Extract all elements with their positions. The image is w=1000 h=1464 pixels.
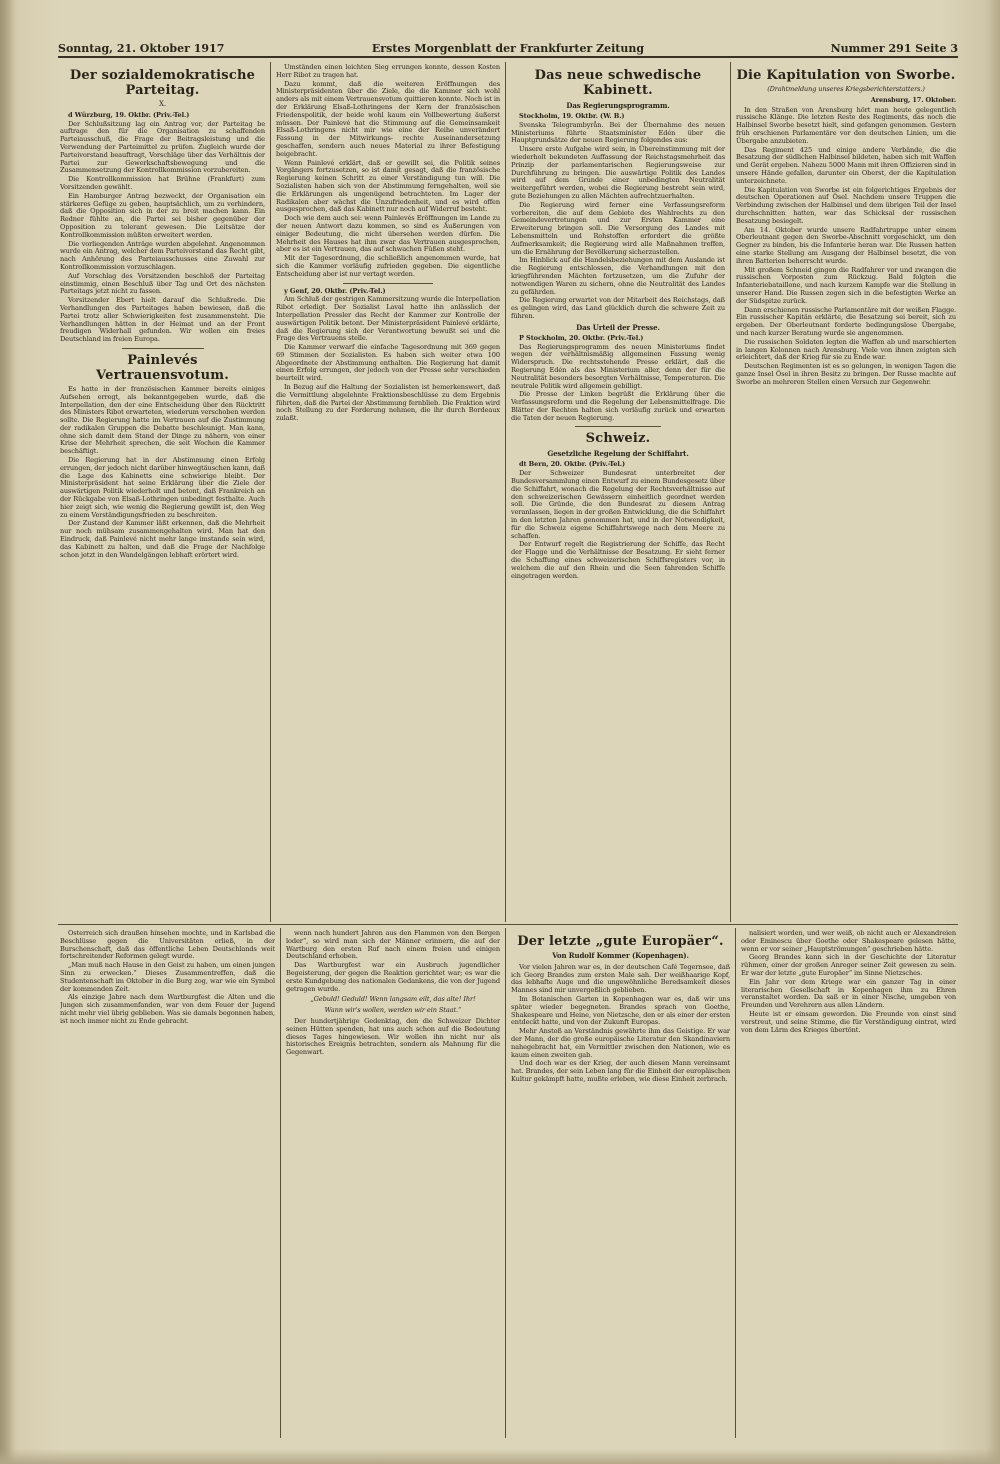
paragraph: Die Regierung wird ferner eine Verfassungsreform vorbereiten, die auf dem Gebiete des Wahlrechts zu den Gemeindevertretungen und zur Ersten Kammer eine Erweiterung bringen soll. Die Versorgung des Landes mit Lebensmitteln und Rohstoffen erfordert die größte Aufmerksamkeit; die Regierung wird alle Maßnahmen treffen, um die Ernährung der Bevölkerung sicherzustellen. xyxy=(511,200,725,256)
part-number: X. xyxy=(158,100,166,108)
dateline: Arensburg, 17. Oktober. xyxy=(870,95,956,104)
dateline: d Würzburg, 19. Oktbr. (Priv.-Tel.) xyxy=(68,110,190,119)
paragraph: Heute ist er einsam geworden. Die Freunde von einst sind verstreut, und seine Stimme, die für Verständigung eintrat, wird von dem Lärm des Krieges übertönt. xyxy=(741,1009,956,1034)
paragraph: In Bezug auf die Haltung der Sozialisten ist bemerkenswert, daß die Vermittlung abgelehnte Fraktionsbeschlüsse zu dem Ergebnis führten, daß die Partei der Abstimmung fernblieb. Die Fraktion wird noch Stellung zu der Forderung nehmen, die ihr durch Bordeaux zulaßt. xyxy=(276,383,500,423)
dateline: dt Bern, 20. Oktbr. (Priv.-Tel.) xyxy=(519,460,626,469)
paragraph: Und doch war es der Krieg, der auch diesen Mann vereinsamt hat. Brandes, der sein Leben lang für die Einheit der europäischen Kultur gekämpft hatte, mußte erleben, wie diese Einheit zerbrach. xyxy=(511,1059,730,1083)
paragraph: Ein Hamburger Antrag bezweckt, der Organisation ein stärkeres Gefüge zu geben, hauptsächlich, um zu verhindern, daß die Opposition sich in der zu breit machen kann. Ein Redner fühlte an, die Partei sei bisher gegenüber der Opposition zu tolerant gewesen. Die Leitsätze der Kontrollkommission müßten erweitert werden. xyxy=(60,191,265,239)
paragraph: Der hundertjährige Gedenktag, den die Schweizer Dichter seinen Hütten spenden, hat uns auch schon auf die Bedeutung dieses Tages hingewiesen. Wir wollen ihn nicht nur als historisches Ereignis betrachten, sondern als Mahnung für die Gegenwart. xyxy=(286,1016,500,1057)
paragraph: Der Zustand der Kammer läßt erkennen, daß die Mehrheit nur noch mühsam zusammengehalten wird. Man hat den Eindruck, daß Painlevé nicht mehr lange imstande sein wird, das Kabinett zu halten, und daß die Frage der Nachfolge schon jetzt in den Wandelgängen lebhaft erörtert wird. xyxy=(60,519,265,559)
verse-line: „Gebuld! Geduld! Wenn langsam eilt, das alte! Ihr! xyxy=(310,995,476,1004)
masthead-issue: Nummer 291 Seite 3 xyxy=(830,42,958,55)
headline: Der sozialdemokratische Parteitag. xyxy=(69,68,256,98)
paragraph: Die Presse der Linken begrüßt die Erklärung über die Verfassungsreform und die Regelung der Lebensmittelfrage. Die Blätter der Rechten halten sich vorläufig zurück und erwarten die Taten der neuen Regierung. xyxy=(511,390,725,422)
paragraph: Svenska Telegrambyrån. Bei der Übernahme des neuen Ministeriums führte Staatsminister Edén über die Hauptgrundsätze der neuen Regierung folgendes aus: xyxy=(511,120,725,145)
paragraph: „Man muß nach Hause in den Geist zu haben, um einen jungen Sinn zu erwecken.“ Dieses Zusammentreffen, daß die Studentenschaft im Oktober in die Burg zog, war wie ein Symbol der kommenden Zeit. xyxy=(60,961,275,993)
subheadline: Gesetzliche Regelung der Schiffahrt. xyxy=(547,449,689,459)
paragraph: Dazu kommt, daß die weiteren Eröffnungen des Ministerpräsidenten über die Ziele, die die Kammer sich wohl anders als mit einem Vertrauensvotum quittieren konnte. Noch ist in der Erklärung Elsaß-Lothringens der Kern der französischen Friedenspolitik, der beide wohl kaum ein Vollbewertung äußerst müssen. Der Painlevé hat die Stimmung auf die Gemeinsamkeit Elsaß-Lothringens nicht mir wie eine der Reihe unverändert Fassung in der Mitwirkungs- rechte Auseinandersetzung geschaffen, sondern auch neues Material zu ihrer Befestigung beigebracht. xyxy=(276,79,500,158)
paragraph: Die Kammer verwarf die einfache Tagesordnung mit 369 gegen 69 Stimmen der Sozialisten. Es haben sich weiter etwa 100 Abgeordnete der Abstimmung enthalten. Die Regierung hat damit einen Erfolg errungen, der jedoch von der Presse sehr verschieden beurteilt wird. xyxy=(276,343,500,383)
dateline: y Genf, 20. Oktbr. (Priv.-Tel.) xyxy=(284,286,386,295)
feuilleton-brandes-continued xyxy=(741,930,956,1435)
paragraph: Auf Vorschlag des Vorsitzenden beschloß der Parteitag einstimmig, einen Beschluß über Tag und Ort des nächsten Parteitags jetzt nicht zu fassen. xyxy=(60,271,265,296)
paragraph: nalisiert worden, und wer weiß, ob nicht auch er Alexandreien oder Eminescu über Goethe oder Shakespeare gelesen hätte, wenn er vor seiner „Hauptströmungen“ geschrieben hätte. xyxy=(741,930,956,953)
paragraph: Mehr Anstoß an Verständnis gewährte ihm das Geistige. Er war der Mann, der die große europäische Literatur den Skandinaviern nahegebracht hat, ein Vermittler zwischen den Nationen, wie es kaum einen zweiten gab. xyxy=(511,1027,730,1059)
paragraph: Die vorliegenden Anträge wurden abgelehnt. Angenommen wurde ein Antrag, welcher dem Parteivorstand das Recht gibt, nach Anhörung des Parteiausschusses eine Zuwahl zur Kontrollkommission vorzuschlagen. xyxy=(60,239,265,271)
column-rule xyxy=(505,62,506,922)
paragraph: Mit großem Schneid gingen die Radfahrer vor und zwangen die russischen Vorposten zum Rückzug. Bald folgten die Infanteriebataillone, und nach kurzem Kampfe war die Stellung in unserer Hand. Die Russen zogen sich in die befestigten Werke an der Südspitze zurück. xyxy=(736,265,956,305)
source-note: (Drahtmeldung unseres Kriegsberichterstatters.) xyxy=(767,85,925,93)
verse-line: Wann wir's wollen, werden wir ein Staat.“ xyxy=(324,1006,462,1015)
paragraph: Ein Jahr vor dem Kriege war ein ganzer Tag in einer literarischen Gesellschaft in Kopenhagen ihm zu Ehren veranstaltet worden. Da saß er in einer Nische, umgeben von Freunden und Verehrern aus allen Ländern. xyxy=(741,977,956,1010)
masthead-date: Sonntag, 21. Oktober 1917 xyxy=(58,42,225,55)
dateline: Stockholm, 19. Oktbr. (W. B.) xyxy=(519,112,625,120)
paragraph: Es hatte in der französischen Kammer bereits einiges Aufsehen erregt, als bekanntgegeben wurde, daß die Interpellation, den der eine Entscheidung über den Rücktritt des Ministers Ribot erwarteten, wiederum verschoben werden sollte. Die Regierung hatte im Vertrauen auf die Zustimmung der radikalen Gruppen die Debatte beschleunigt. Man kann, ohne sich damit dem Stand der Dinge zu nähern, von einer Krise der Mehrheit sprechen, die seit Wochen die Kammer beschäftigt. xyxy=(60,384,265,456)
divider xyxy=(343,283,433,284)
column-rule xyxy=(505,928,506,1438)
masthead-title: Erstes Morgenblatt der Frankfurter Zeitung xyxy=(371,42,645,55)
paragraph: In den Straßen von Arensburg hört man heute gelegentlich russische Klänge. Die letzten Reste des Regiments, das noch die Halbinsel Sworbe besetzt hielt, sind gefangen genommen. Gestern früh erschienen Parlamentäre vor den deutschen Linien, um die Übergabe anzubieten. xyxy=(736,105,956,145)
subheadline: Das Urteil der Presse. xyxy=(576,322,660,332)
paragraph: Die Regierung erwartet von der Mitarbeit des Reichstags, daß es gelingen wird, das Land glücklich durch die schwere Zeit zu führen. xyxy=(511,296,725,320)
subheadline: Das Regierungsprogramm. xyxy=(566,101,670,110)
binding-shadow xyxy=(0,0,14,1464)
paragraph: Die Kapitulation von Sworbe ist ein folgerichtiges Ergebnis der deutschen Operationen auf Ösel. Nachdem unsere Truppen die Verbindung zwischen der Halbinsel und dem übrigen Teil der Insel durchschnitten hatten, war das Schicksal der russischen Besatzung besiegelt. xyxy=(736,185,956,225)
paragraph: Georg Brandes kann sich in der Geschichte der Literatur rühmen, einer der großen Anreger seiner Zeit gewesen zu sein. Er war der letzte „gute Europäer“ im Sinne Nietzsches. xyxy=(741,953,956,977)
dateline: P Stockholm, 20. Oktbr. (Priv.-Tel.) xyxy=(519,333,644,342)
column-rule xyxy=(280,928,281,1438)
paragraph: Als einzige Jahre nach dem Wartburgfest die Alten und die Jungen sich zusammenfanden, war von dem Feuer der Jugend nicht mehr viel übrig geblieben. Was sie damals begonnen haben, ist noch immer nicht zu Ende gebracht. xyxy=(60,993,275,1025)
article-swedish-cabinet xyxy=(511,64,725,920)
paragraph: Im Hinblick auf die Handelsbeziehungen mit dem Auslande ist die Regierung entschlossen, die Verhandlungen mit den kriegführenden Mächten fortzusetzen, um die Zufuhr der notwendigen Waren zu sichern, ohne die Neutralität des Landes zu gefährden. xyxy=(511,256,725,296)
paragraph: Vorsitzender Ebert hielt darauf die Schlußrede. Die Verhandlungen des Parteitages haben bewiesen, daß die Partei trotz aller Schwierigkeiten fest zusammensteht. Die Verhandlungen hätten in der Heimat und an der Front freudigen Widerhall gefunden. Wir wollen ein freies Deutschland im freien Europa. xyxy=(60,296,265,344)
column-rule xyxy=(735,928,736,1438)
section-rule xyxy=(58,924,958,925)
paragraph: Das Regierungsprogramm des neuen Ministeriums findet wegen der verhältnismäßig allgemeinen Fassung wenig Widerspruch. Die rechtsstehende Presse erklärt, daß die Regierung Edén als das Ministerium aller, denn der für die Neutralität besonders besorgten Verhältnisse, Temperaturen. Die neutrale Politik wird allgemein gebilligt. xyxy=(511,342,725,390)
article-painleve-continued xyxy=(276,64,500,920)
headline: Painlevés Vertrauensvotum. xyxy=(96,352,229,383)
paragraph: Der Schweizer Bundesrat unterbreitet der Bundesversammlung einen Entwurf zu einem Bundesgesetz über die Schiffahrt, wonach die Regelung der Rechtsverhältnisse auf den schweizerischen Gewässern einheitlich geordnet werden soll. Die Gründe, die den Bundesrat zu diesem Antrag veranlassen, liegen in der großen Entwicklung, die die Schiffahrt in den letzten Jahren genommen hat, und in der Notwendigkeit, für die Schweiz eigene Schiffahrtswege nach dem Meere zu schaffen. xyxy=(511,469,725,540)
headline: Schweiz. xyxy=(585,431,651,447)
paragraph: Das Regiment 425 und einige andere Verbände, die die Besatzung der südlichen Halbinsel bildeten, haben sich mit Waffen und Gerät ergeben. Nahezu 5000 Mann mit ihren Offizieren sind in unsere Hände gefallen, darunter ein Oberst, der die Kapitulation unterzeichnete. xyxy=(736,145,956,185)
paragraph: Wenn Painlevé erklärt, daß er gewillt sei, die Politik seines Vorgängers fortzusetzen, so ist damit gesagt, daß die französische Regierung keinen Schritt zu einer Verständigung tun will. Die Sozialisten haben sich von der Abstimmung ferngehalten, weil sie die Erklärungen als ungenügend betrachteten. Im Lager der Radikalen aber wächst die Unzufriedenheit, und es wird offen ausgesprochen, daß das Kabinett nur noch auf Widerruf besteht. xyxy=(276,158,500,214)
paragraph: Die russischen Soldaten legten die Waffen ab und marschierten in langen Kolonnen nach Arensburg. Viele von ihnen zeigten sich erleichtert, daß der Krieg für sie zu Ende war. xyxy=(736,337,956,362)
paragraph: Im Botanischen Garten in Kopenhagen war es, daß wir uns später wieder begegneten. Brandes sprach von Goethe, Shakespeare und Heine, von Nietzsche, den er als einer der ersten entdeckt hatte, und von der Zukunft Europas. xyxy=(511,994,730,1027)
paragraph: Am 14. Oktober wurde unsere Radfahrtruppe unter einem Oberleutnant gegen den Sworbe-Abschnitt vorgeschickt, um den Gegner zu binden, bis die Infanterie heran war. Die Russen hatten eine starke Stellung am Ausgang der Halbinsel besetzt, die von ihren Batterien beherrscht wurde. xyxy=(736,225,956,265)
column-rule xyxy=(730,62,731,922)
page-edge-shadow xyxy=(0,1449,1000,1464)
paragraph: Dann erschienen russische Parlamentäre mit der weißen Flagge. Ein russischer Kapitän erklärte, die Besatzung sei bereit, sich zu ergeben. Der Oberleutnant forderte bedingungslose Übergabe, und nach kurzer Beratung wurde sie angenommen. xyxy=(736,305,956,337)
paragraph: Der Schlußsitzung lag ein Antrag vor, der Parteitag be auftrage den für die Organisation zu schaffenden Parteiausschuß, die Frage der Beitragsleistung und die Verwendung der Parteimittel zu prüfen. Zugleich wurde der Parteivorstand beauftragt, Vorschläge über das Verhältnis der Partei zur Gewerkschaftsbewegung und die Zusammensetzung der Kontrollkommission vorzubereiten. xyxy=(60,119,265,175)
divider xyxy=(575,426,661,427)
byline: Von Rudolf Kommer (Kopenhagen). xyxy=(552,951,689,960)
feuilleton-wartburg-part2 xyxy=(286,930,500,1435)
paragraph: Deutschen Regimenten ist es so gelungen, in wenigen Tagen die ganze Insel Ösel in ihren Besitz zu bringen. Der Russe machte auf Sworbe an mehreren Stellen einen Versuch zur Gegenwehr. xyxy=(736,362,956,386)
paragraph: Das Wartburgfest war ein Ausbruch jugendlicher Begeisterung, der gegen die Reaktion gerichtet war; es war die erste Kundgebung des nationalen Gedankens, die von der Jugend getragen wurde. xyxy=(286,961,500,993)
headline: Das neue schwedische Kabinett. xyxy=(534,68,702,98)
paragraph: Die Kontrollkommission hat Brühne (Frankfurt) zum Vorsitzenden gewählt. xyxy=(60,175,265,191)
paragraph: Die Regierung hat in der Abstimmung einen Erfolg errungen, der jedoch nicht darüber hinwegtäuschen kann, daß die Lage des Kabinetts eine schwierige bleibt. Der Ministerpräsident hat seine Erklärung über die Ziele der auswärtigen Politik wiederholt und betont, daß Frankreich an der Rückgabe von Elsaß-Lothringen unbedingt festhalte. Auch hier zeigt sich, wie wenig die Regierung gewillt ist, den Weg zu einem Verständigungsfrieden zu beschreiten. xyxy=(60,456,265,519)
article-sworbe-capitulation xyxy=(736,64,956,920)
feuilleton-brandes xyxy=(511,930,730,1435)
paragraph: Der Entwurf regelt die Registrierung der Schiffe, das Recht der Flagge und die Verhältnisse der Besatzung. Er sieht ferner die Schaffung eines schweizerischen Schiffsregisters vor, in welchem die auf den Rhein und die Seen fahrenden Schiffe eingetragen werden. xyxy=(511,540,725,580)
divider xyxy=(122,348,204,349)
headline: Der letzte „gute Europäer“. xyxy=(517,934,724,949)
headline: Die Kapitulation von Sworbe. xyxy=(736,68,956,83)
paragraph: wenn nach hundert Jahren aus den Flammen von den Bergen loder“, so wird man sich der Männer erinnern, die auf der Wartburg den ersten Ruf nach einem freien und einigen Deutschland erhoben. xyxy=(286,930,500,961)
paragraph: Unsere erste Aufgabe wird sein, in Übereinstimmung mit der wiederholt bekundeten Auffassung der Reichstagsmehrheit das Prinzip der parlamentarischen Regierungsweise zur Durchführung zu bringen. Die auswärtige Politik des Landes wird auf dem Grunde einer unbedingten Neutralität weitergeführt werden, wobei die Regierung bestrebt sein wird, gute Beziehungen zu allen Mächten aufrechtzuerhalten. xyxy=(511,145,725,200)
paragraph: Am Schluß der gestrigen Kammersitzung wurde die Interpellation Ribot erledigt. Der Sozialist Laval hatte ihn anlässlich der Interpellation Pressler das Recht der Kammer zur Kontrolle der auswärtigen Politik betont. Der Ministerpräsident Painlevé erklärte, daß die Regierung sich der Verantwortung bewußt sei und die Frage des Vertrauens stelle. xyxy=(276,295,500,343)
paragraph: Umständen einen leichten Sieg errungen konnte, dessen Kosten Herr Ribot zu tragen hat. xyxy=(276,64,500,79)
paragraph: Mit der Tagesordnung, die schließlich angenommen wurde, hat sich die Kammer vorläufig zufrieden gegeben. Die eigentliche Entscheidung aber ist nur vertagt worden. xyxy=(276,254,500,278)
column-rule xyxy=(270,62,271,922)
article-party-congress xyxy=(60,64,265,920)
feuilleton-wartburg-part1 xyxy=(60,930,275,1435)
paragraph: Österreich sich draußen hinsehen mochte, und in Karlsbad die Beschlüsse gegen die Universitäten erließ, in der Burschenschaft, daß das öffentliche Leben Deutschlands weit fortschreitender Reformen gelegt wurde. xyxy=(60,930,275,961)
paragraph: Vor vielen Jahren war es, in der deutschen Café Tegernsee, daß ich Georg Brandes zum ersten Male sah. Der weißhaarige Kopf, das lebhafte Auge und die ungewöhnliche Beredsamkeit dieses Mannes sind mir unvergeßlich geblieben. xyxy=(511,962,730,995)
paragraph: Doch wie dem auch sei: wenn Painlevés Eröffnungen im Lande zu der neuen Antwort dazu kommen, so sind es Äußerungen von einiger Bedeutung, die nicht übersehen werden dürfen. Die Mehrheit des Hauses hat ihm zwar das Vertrauen ausgesprochen, aber es ist ein Vertrauen, das auf schwachen Füßen steht. xyxy=(276,214,500,254)
masthead xyxy=(58,36,958,58)
